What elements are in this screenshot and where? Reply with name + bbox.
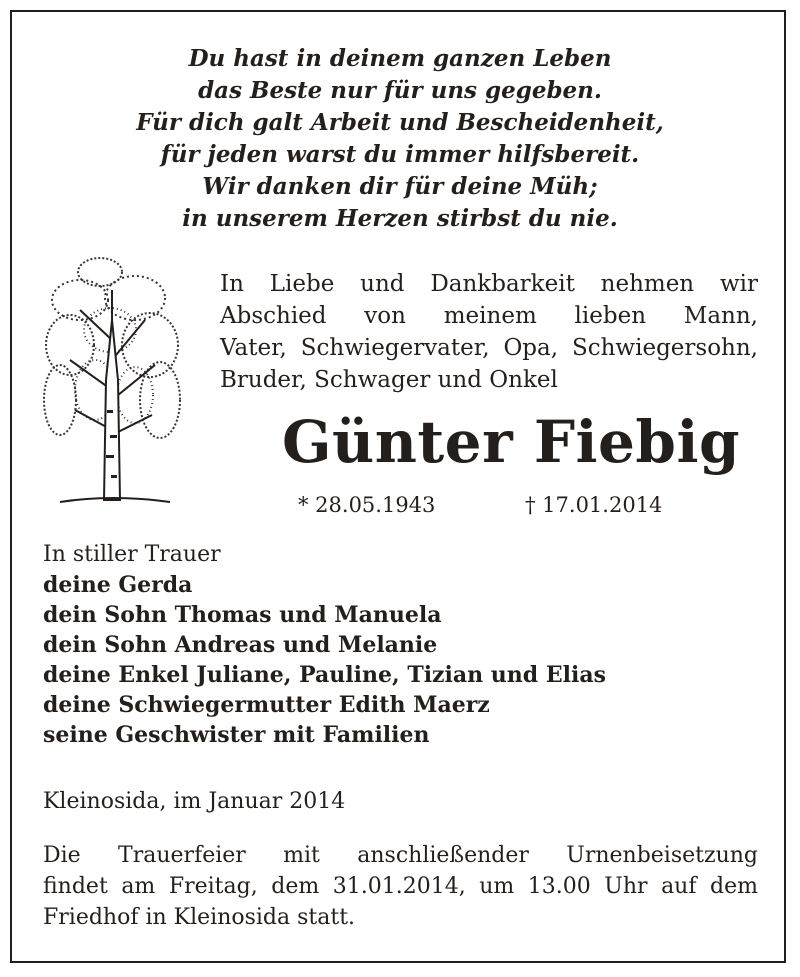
birth-date: * 28.05.1943 (298, 493, 436, 517)
poem-line: in unserem Herzen stirbst du nie. (182, 205, 618, 232)
place-date: Kleinosida, im Januar 2014 (43, 789, 346, 814)
mourner-line: dein Sohn Andreas und Melanie (43, 632, 438, 658)
mourners-list (43, 540, 763, 750)
birch-tree-icon (40, 250, 185, 510)
poem-line: für jeden warst du immer hilfsbereit. (160, 141, 640, 168)
poem-line: Du hast in deinem ganzen Leben (188, 45, 612, 72)
funeral-line: findet am Freitag, dem 31.01.2014, um 13.00 Uhr auf dem (43, 874, 758, 899)
mourner-line: deine Schwiegermutter Edith Maerz (43, 692, 490, 718)
intro-text (220, 268, 758, 396)
intro-line: In Liebe und Dankbarkeit nehmen wir (220, 271, 758, 297)
funeral-line: Die Trauerfeier mit anschließender Urnenbeisetzung (43, 843, 758, 868)
intro-line: Vater, Schwiegervater, Opa, Schwiegersohn, (220, 335, 758, 361)
mourner-line: dein Sohn Thomas und Manuela (43, 602, 442, 628)
mourner-line: deine Gerda (43, 572, 193, 598)
mourners-heading: In stiller Trauer (43, 542, 221, 567)
poem-line: das Beste nur für uns gegeben. (198, 77, 602, 104)
poem-line: Für dich galt Arbeit und Bescheidenheit, (136, 109, 664, 136)
mourner-line: deine Enkel Juliane, Pauline, Tizian und Elias (43, 662, 606, 688)
funeral-info (43, 840, 758, 933)
intro-line: Abschied von meinem lieben Mann, (220, 303, 758, 329)
memorial-poem (0, 43, 800, 235)
intro-line: Bruder, Schwager und Onkel (220, 367, 558, 393)
mourner-line: seine Geschwister mit Familien (43, 722, 430, 748)
funeral-line: Friedhof in Kleinosida statt. (43, 905, 356, 930)
deceased-name: Günter Fiebig (282, 408, 741, 476)
poem-line: Wir danken dir für deine Müh; (202, 173, 598, 200)
death-date: † 17.01.2014 (525, 493, 663, 517)
